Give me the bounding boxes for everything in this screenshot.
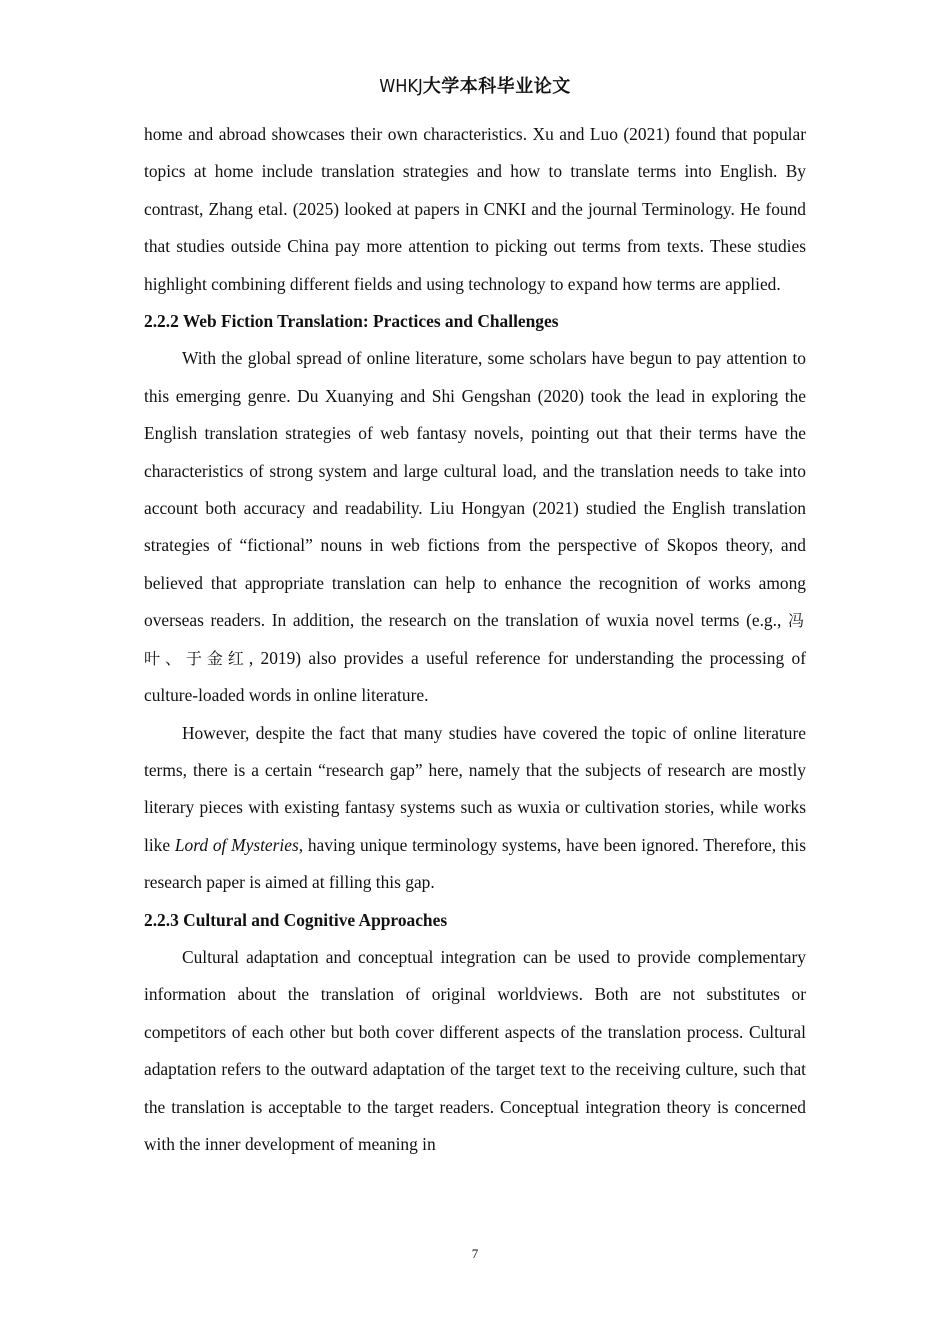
paragraph-web-fiction bbox=[144, 340, 806, 714]
running-header bbox=[0, 72, 950, 102]
paragraph-research-gap bbox=[144, 715, 806, 902]
paragraph-web-fiction-text-end: , 2019) also provides a useful reference for understanding the processing of culture-loaded words in online literature. bbox=[144, 647, 806, 706]
work-title-italic: Lord of Mysteries bbox=[174, 834, 299, 855]
paragraph-continuation: home and abroad showcases their own characteristics. Xu and Luo (2021) found that popular topics at home include translation strategies and how to translate terms into English. By contrast, Zhang etal. (2025) looked at papers in CNKI and the journal Terminology. He found that studies outside China pay more attention to picking out terms from texts. These studies highlight combining different fields and using technology to expand how terms are applied. bbox=[144, 124, 806, 294]
header-institution-code: WHKJ bbox=[379, 76, 423, 97]
paragraph-research-gap-text-end: , having unique terminology systems, have been ignored. Therefore, this research paper is aimed at filling this gap. bbox=[144, 834, 806, 893]
body-text bbox=[144, 116, 806, 1163]
page-number: 7 bbox=[471, 1246, 479, 1261]
section-heading-2-2-2: 2.2.2 Web Fiction Translation: Practices and Challenges bbox=[144, 311, 559, 332]
paragraph-research-gap-text: However, despite the fact that many studies have covered the topic of online literature terms, there is a certain “research gap” here, namely that the subjects of research are mostly literary pieces with existing fantasy systems such as wuxia or cultivation stories, while works like bbox=[144, 722, 806, 855]
citation-chinese-authors: 冯叶、于金红 bbox=[144, 611, 806, 668]
header-thesis-label: 大学本科毕业论文 bbox=[422, 76, 571, 97]
paragraph-web-fiction-text: With the global spread of online literature, some scholars have begun to pay attention to this emerging genre. Du Xuanying and Shi Gengshan (2020) took the lead in exploring the English translation strategies of web fantasy novels, pointing out that their terms have the characteristics of strong system and large cultural load, and the translation needs to take into account both accuracy and readability. Liu Hongyan (2021) studied the English translation strategies of “fictional” nouns in web fictions from the perspective of Skopos theory, and believed that appropriate translation can help to enhance the recognition of works among overseas readers. In addition, the research on the translation of wuxia novel terms (e.g., bbox=[144, 348, 806, 631]
paragraph-cultural-cognitive: Cultural adaptation and conceptual integration can be used to provide complementary information about the translation of original worldviews. Both are not substitutes or competitors of each other but both cover different aspects of the translation process. Cultural adaptation refers to the outward adaptation of the target text to the receiving culture, such that the translation is acceptable to the target readers. Conceptual integration theory is concerned with the inner development of meaning in bbox=[144, 946, 806, 1154]
section-heading-2-2-3: 2.2.3 Cultural and Cognitive Approaches bbox=[144, 909, 448, 930]
